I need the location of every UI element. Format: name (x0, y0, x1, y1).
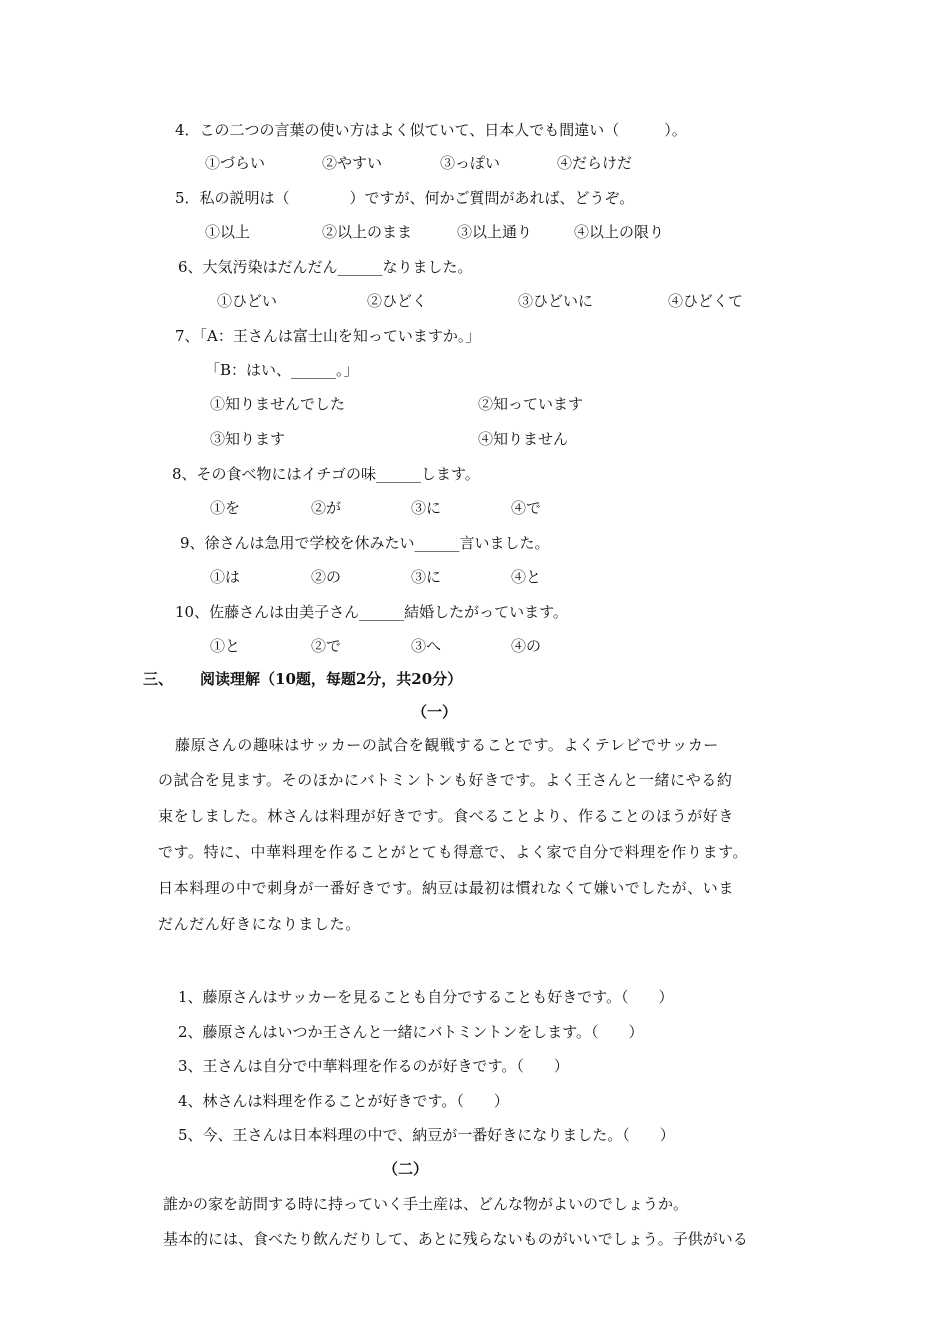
q5-option-1: ①以上 (205, 223, 251, 241)
passage-2-line-2: 基本的には、食べたり飲んだりして、あとに残らないものがいいでしょう。子供がいる (163, 1230, 748, 1248)
passage-2-line-1: 誰かの家を訪問する時に持っていく手土産は、どんな物がよいのでしょうか。 (163, 1195, 689, 1213)
passage-1-line-1: 藤原さんの趣味はサッカーの試合を観戦することです。よくテレビでサッカー (175, 736, 719, 754)
q5-option-4: ④以上の限り (574, 223, 665, 241)
q5-option-3: ③以上通り (457, 223, 533, 241)
q8-option-4: ④で (511, 499, 542, 517)
tf-question-4: 4、林さんは料理を作ることが好きです。（ ） (178, 1092, 509, 1110)
q9-option-4: ④と (511, 568, 542, 586)
q7-option-3: ③知ります (210, 430, 286, 448)
passage-1-line-4: です。特に、中華料理を作ることがとても得意で、よく家で自分で料理を作ります。 (158, 843, 749, 861)
question-5: 5．私の説明は（ ）ですが、何かご質問があれば、どうぞ。 (175, 189, 635, 207)
tf-question-5: 5、今、王さんは日本料理の中で、納豆が一番好きになりました。（ ） (178, 1126, 675, 1144)
q10-option-4: ④の (511, 637, 542, 655)
question-6: 6、大気汚染はだんだん______なりました。 (178, 258, 473, 276)
q10-option-3: ③へ (411, 637, 442, 655)
tf-question-1: 1、藤原さんはサッカーを見ることも自分ですることも好きです。（ ） (178, 988, 674, 1006)
q6-option-4: ④ひどくて (668, 292, 744, 310)
q6-option-3: ③ひどいに (518, 292, 594, 310)
section-3-number: 三、 (143, 670, 174, 688)
q4-option-3: ③っぽい (440, 154, 501, 172)
q7-option-1: ①知りませんでした (210, 395, 346, 413)
q8-option-1: ①を (210, 499, 241, 517)
question-7: 7、「A：王さんは富士山を知っていますか。」 (175, 327, 481, 345)
tf-question-3: 3、王さんは自分で中華料理を作るのが好きです。（ ） (178, 1057, 569, 1075)
q5-option-2: ②以上のまま (322, 223, 413, 241)
q6-option-1: ①ひどい (217, 292, 278, 310)
passage-1-line-6: だんだん好きになりました。 (158, 915, 361, 933)
q4-option-1: ①づらい (205, 154, 266, 172)
part-2-title: （二） (383, 1160, 429, 1178)
q9-option-2: ②の (311, 568, 342, 586)
question-4: 4．この二つの言葉の使い方はよく似ていて、日本人でも間違い（ ）。 (175, 121, 687, 139)
passage-1-line-2: の試合を見ます。そのほかにバトミントンも好きです。よく王さんと一緒にやる約 (158, 771, 733, 789)
part-1-title: （一） (412, 703, 458, 721)
q7-option-2: ②知っています (478, 395, 584, 413)
q4-option-2: ②やすい (322, 154, 383, 172)
question-9: 9、徐さんは急用で学校を休みたい______言いました。 (180, 534, 550, 552)
question-8: 8、その食べ物にはイチゴの味______します。 (172, 465, 480, 483)
question-10: 10、佐藤さんは由美子さん______結婚したがっています。 (175, 603, 568, 621)
passage-1-line-5: 日本料理の中で刺身が一番好きです。納豆は最初は慣れなくて嫌いでしたが、いま (158, 879, 735, 897)
section-3-title: 阅读理解（10题，每题2分，共20分） (200, 670, 463, 688)
q6-option-2: ②ひどく (367, 292, 428, 310)
q7-option-4: ④知りません (478, 430, 569, 448)
tf-question-2: 2、藤原さんはいつか王さんと一緒にバトミントンをします。（ ） (178, 1023, 644, 1041)
question-7-line-2: 「B：はい、______。」 (205, 361, 359, 379)
q9-option-1: ①は (210, 568, 241, 586)
q10-option-1: ①と (210, 637, 241, 655)
q8-option-2: ②が (311, 499, 342, 517)
passage-1-line-3: 束をしました。林さんは料理が好きです。食べることより、作ることのほうが好き (158, 807, 735, 825)
q4-option-4: ④だらけだ (557, 154, 633, 172)
q8-option-3: ③に (411, 499, 442, 517)
q9-option-3: ③に (411, 568, 442, 586)
q10-option-2: ②で (311, 637, 342, 655)
